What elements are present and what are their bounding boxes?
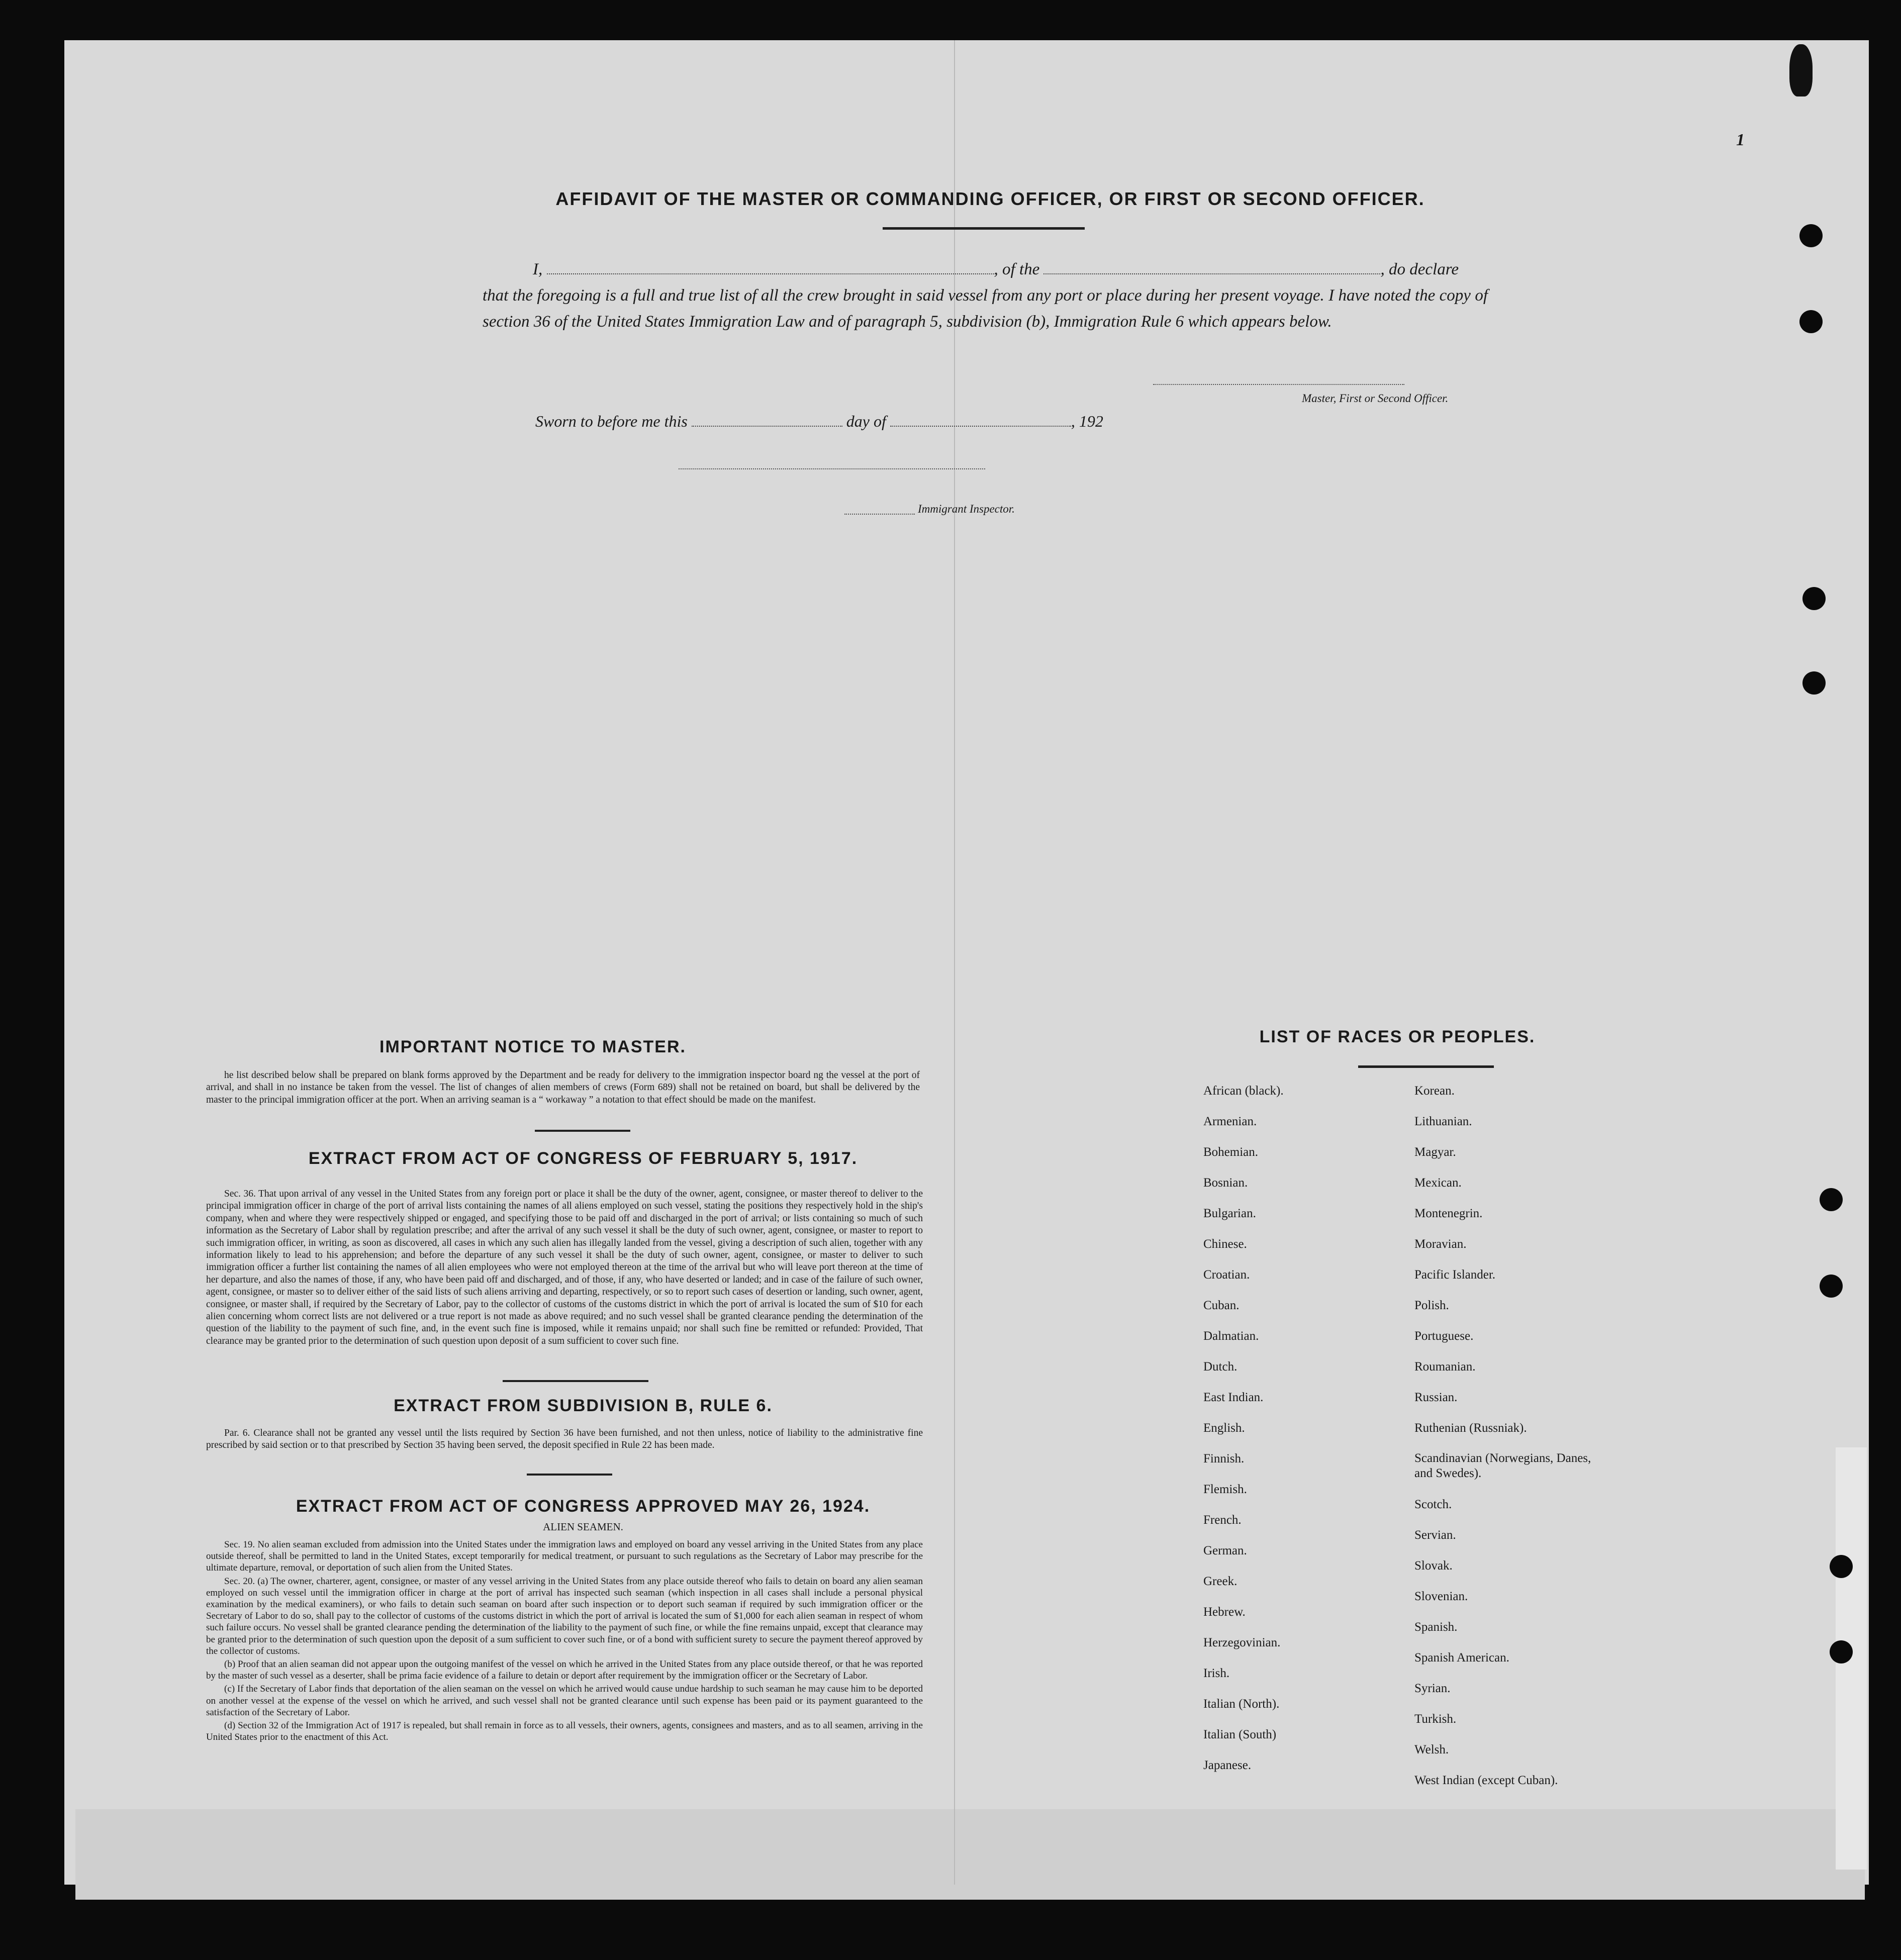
sec-19-paragraph: Sec. 19. No alien seaman excluded from admission into the United States under the immigration laws and employed on board any vessel arriving in the United States from any place outside thereof, shall be permitted to land in the United States, except temporarily for medical treatment, or pursuant to such regulations as the Secretary of Labor may prescribe for the ultimate departure, removal, or deportation of such alien from the United States. [206, 1539, 923, 1574]
affidavit-declaration [483, 256, 1488, 335]
race-item: Slovenian. [1414, 1590, 1468, 1603]
race-item: Portuguese. [1414, 1329, 1474, 1343]
race-item: Armenian. [1203, 1115, 1257, 1128]
sworn-line [535, 412, 1103, 431]
race-item: Russian. [1414, 1391, 1458, 1404]
sec-36-paragraph: Sec. 36. That upon arrival of any vessel in the United States from any foreign port or place it shall be the duty of the owner, agent, consignee, or master thereof to deliver to the principal immigration officer in charge of the port of arrival lists containing the names of all aliens employed on such vessel, stating the positions they respectively hold in the ship's company, when and where they were respectively shipped or engaged, and specifying those to be paid off and discharged in the port of arrival; or lists containing so much of such information as the Secretary of Labor shall by regulation prescribe; and after the arrival of any such vessel it shall be the duty of such owner, agent, consignee, or master to report to such immigration officer, in writing, as soon as discovered, all cases in which any such alien has illegally landed from the vessel, giving a description of such alien, together with any information likely to lead to his apprehension; and before the departure of any such vessel it shall be the duty of such owner, agent, consignee, or master to deliver to such immigration officer a further list containing the names of all alien employees who were not employed thereon at the time of the arrival but who will leave port thereon at the time of her departure, and also the names of those, if any, who have been paid off and discharged, and of those, if any, who have deserted or landed; and in case of the failure of such owner, agent, consignee, or master so to deliver either of the said lists of such aliens arriving and departing, respectively, or so to report such cases of desertion or landing, such owner, agent, consignee, or master shall, if required by the Secretary of Labor, pay to the collector of customs of the customs district in which the port of arrival is located the sum of $10 for each alien concerning whom correct lists are not delivered or a true report is not made as above required; and no such vessel shall be granted clearance pending the determination of the question of the liability to the payment of such fine, and, in the event such fine is imposed, while it remains unpaid; nor shall such fine be remitted or refunded: Provided, That clearance may be granted prior to the determination of such question upon deposit of a sum sufficient to cover such fine. [206, 1189, 923, 1346]
race-item: Ruthenian (Russniak). [1414, 1421, 1527, 1435]
month-blank[interactable] [890, 425, 1071, 427]
punch-hole [1820, 1275, 1843, 1298]
race-item: Spanish American. [1414, 1651, 1509, 1664]
par-6-paragraph: Par. 6. Clearance shall not be granted any vessel until the lists required by Section 36 have been furnished, and not then unless, notice of liability to the administrative fine prescribed by said section or to that prescribed by Section 35 having been served, the deposit specified in Rule 22 has been made. [206, 1428, 923, 1451]
race-item: Polish. [1414, 1299, 1449, 1312]
year-prefix: , 192 [1071, 412, 1103, 430]
extract-rule6-title: EXTRACT FROM SUBDIVISION B, RULE 6. [394, 1396, 773, 1415]
notice-rule [535, 1130, 630, 1132]
underlying-page-edge [75, 1809, 1865, 1900]
races-right-column [1414, 1075, 1605, 1796]
race-item: Turkish. [1414, 1712, 1457, 1726]
race-item: Korean. [1414, 1084, 1455, 1098]
race-item: English. [1203, 1421, 1245, 1435]
race-item: Spanish. [1414, 1620, 1458, 1634]
punch-hole [1799, 224, 1823, 247]
race-item: Syrian. [1414, 1682, 1451, 1695]
notice-title: IMPORTANT NOTICE TO MASTER. [379, 1037, 686, 1056]
punch-hole [1820, 1188, 1843, 1211]
races-title: LIST OF RACES OR PEOPLES. [1259, 1027, 1536, 1046]
race-item: Pacific Islander. [1414, 1268, 1496, 1282]
race-item: Dutch. [1203, 1360, 1238, 1374]
race-item: Magyar. [1414, 1145, 1456, 1159]
do-declare-label: , do declare [1380, 260, 1459, 278]
race-item: Moravian. [1414, 1237, 1467, 1251]
race-item: Welsh. [1414, 1743, 1449, 1756]
sworn-prefix: Sworn to before me this [535, 412, 688, 430]
race-item: Bohemian. [1203, 1145, 1259, 1159]
of-the-label: , of the [994, 260, 1040, 278]
race-item: Scandinavian (Norwegians, Danes, and Swedes). [1414, 1451, 1591, 1480]
race-item: Italian (South) [1203, 1728, 1277, 1741]
race-item: Cuban. [1203, 1299, 1240, 1312]
race-item: Servian. [1414, 1528, 1456, 1542]
race-item: Irish. [1203, 1667, 1230, 1680]
extract-1917-title: EXTRACT FROM ACT OF CONGRESS OF FEBRUARY 5, 1917. [308, 1149, 858, 1168]
race-item: Dalmatian. [1203, 1329, 1259, 1343]
punch-hole [1830, 1640, 1853, 1663]
race-item: West Indian (except Cuban). [1414, 1774, 1558, 1787]
punch-hole [1802, 671, 1826, 695]
race-item: Greek. [1203, 1575, 1238, 1588]
extract-rule6-text [206, 1427, 923, 1453]
race-item: Croatian. [1203, 1268, 1250, 1282]
race-item: Italian (North). [1203, 1697, 1280, 1711]
affidavit-title: AFFIDAVIT OF THE MASTER OR COMMANDING OFFICER, OR FIRST OR SECOND OFFICER. [555, 188, 1425, 209]
punch-hole [1802, 587, 1826, 610]
race-item: Mexican. [1414, 1176, 1462, 1190]
extract-1924-title: EXTRACT FROM ACT OF CONGRESS APPROVED MAY 26, 1924. [296, 1497, 871, 1516]
inspector-caption: Immigrant Inspector. [918, 503, 1015, 515]
race-item: Finnish. [1203, 1452, 1245, 1465]
sec-20b-paragraph: (b) Proof that an alien seaman did not appear upon the outgoing manifest of the vessel on which he arrived in the United States from any place outside thereof, or that he was reported by the master of such vessel as a deserter, shall be prima facie evidence of a failure to detain or deport after requirement by the immigration officer or the Secretary of Labor. [206, 1659, 923, 1682]
name-blank[interactable] [547, 273, 994, 274]
notice-paragraph: he list described below shall be prepared on blank forms approved by the Department and be ready for delivery to the immigration inspector board ng the vessel at the port of arrival, and shall in no instance be taken from the vessel. The list of changes of alien members of crews (Form 689) shall not be retained on board, but shall be delivered by the master to the principal immigration officer at the port. When an arriving seaman is a “ workaway ” a notation to that effect should be made on the manifest. [206, 1070, 920, 1105]
race-item: Bulgarian. [1203, 1207, 1256, 1220]
day-blank[interactable] [692, 425, 842, 427]
race-item: East Indian. [1203, 1391, 1264, 1404]
master-signature-caption: Master, First or Second Officer. [1302, 392, 1449, 405]
race-item: French. [1203, 1513, 1242, 1527]
punch-hole [1799, 310, 1823, 333]
race-item: Montenegrin. [1414, 1207, 1483, 1220]
title-underline [883, 227, 1085, 230]
alien-seamen-subtitle: ALIEN SEAMEN. [543, 1521, 623, 1533]
day-of-label: day of [846, 412, 886, 430]
race-item: Herzegovinian. [1203, 1636, 1281, 1649]
race-item: Bosnian. [1203, 1176, 1248, 1190]
affidavit-body: that the foregoing is a full and true list of all the crew brought in said vessel from any port or place during her present voyage. I have noted the copy of section 36 of the United States Immigration Law and of paragraph 5, subdivision (b), Immigration Rule 6 which appears below. [483, 286, 1488, 331]
sec-20a-paragraph: Sec. 20. (a) The owner, charterer, agent, consignee, or master of any vessel arriving in the United States from any place outside thereof who fails to detain on board any alien seaman employed on such vessel until the immigration officer in charge at the port of arrival has inspected such seaman (which inspection in all cases shall include a personal physical examination by the medical examiners), or who fails to detain such seaman on board after such inspection or to deport such seaman if required by such immigration officer or the Secretary of Labor to do so, shall pay to the collector of customs of the customs district in which the port of arrival is located the sum of $1,000 for each alien seaman in respect of whom such failure occurs. No vessel shall be granted clearance pending the determination of the liability to the payment of such fine, or while the fine remains unpaid, except that clearance may be granted prior to the determination of such question upon the deposit of a sum sufficient to cover such fine, or of a bond with sufficient surety to secure the payment thereof approved by the collector of customs. [206, 1576, 923, 1656]
i-label: I, [533, 260, 543, 278]
race-item: Flemish. [1203, 1483, 1247, 1496]
race-item: Hebrew. [1203, 1605, 1246, 1619]
race-item: Scotch. [1414, 1498, 1452, 1511]
race-item: Lithuanian. [1414, 1115, 1472, 1128]
race-item: Slovak. [1414, 1559, 1453, 1573]
extract-rule6-rule [527, 1474, 612, 1476]
notice-text [206, 1069, 920, 1108]
extract-1917-text [206, 1188, 923, 1349]
extract-1917-rule [503, 1380, 648, 1382]
master-signature-line[interactable] [1153, 384, 1404, 385]
page-number: 1 [1736, 131, 1745, 149]
sec-20d-paragraph: (d) Section 32 of the Immigration Act of 1917 is repealed, but shall remain in force as to all vessels, their owners, agents, consignees and masters, and as to all seamen, arriving in the United States prior to the enactment of this Act. [206, 1720, 923, 1743]
vessel-blank[interactable] [1043, 273, 1380, 274]
race-item: Japanese. [1203, 1758, 1252, 1772]
race-item: Roumanian. [1414, 1360, 1476, 1374]
inspector-name-line[interactable] [844, 514, 915, 515]
race-item: Chinese. [1203, 1237, 1247, 1251]
ink-mark [1789, 44, 1813, 96]
races-underline [1358, 1065, 1494, 1068]
punch-hole [1830, 1555, 1853, 1578]
race-item: African (black). [1203, 1084, 1284, 1098]
race-item: German. [1203, 1544, 1247, 1557]
inspector-signature-line[interactable] [679, 468, 985, 469]
extract-1924-text [206, 1539, 923, 1744]
sec-20c-paragraph: (c) If the Secretary of Labor finds that deportation of the alien seaman on the vessel on which he arrived would cause undue hardship to such seaman he may cause him to be deported on another vessel at the expense of the vessel on which he arrived, and such vessel shall not be granted clearance until such expense has been paid or its payment guaranteed to the satisfaction of the Secretary of Labor. [206, 1684, 923, 1718]
races-left-column [1203, 1075, 1284, 1781]
